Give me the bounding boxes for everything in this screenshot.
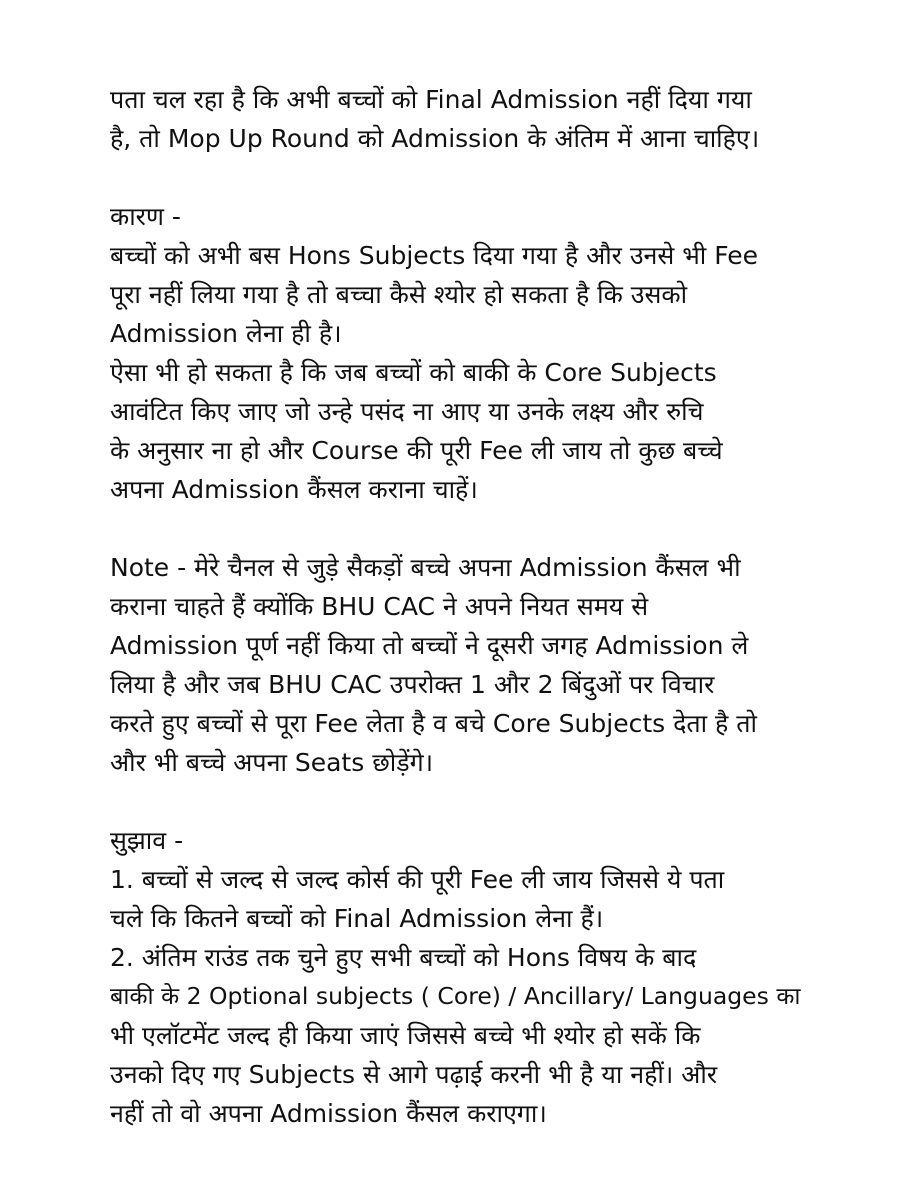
intro-paragraph xyxy=(110,80,800,158)
document-body xyxy=(110,80,800,1133)
text-line: आवंटित किए जाए जो उन्हे पसंद ना आए या उनके लक्ष्य और रुचि xyxy=(110,397,704,426)
text-line: Admission पूर्ण नहीं किया तो बच्चों ने दूसरी जगह Admission ले xyxy=(110,631,749,660)
text-line: पता चल रहा है कि अभी बच्चों को Final Admission नहीं दिया गया xyxy=(110,85,752,114)
suggestion-section xyxy=(110,821,800,1133)
suggestion-heading: सुझाव - xyxy=(110,826,184,855)
text-line: के अनुसार ना हो और Course की पूरी Fee ली जाय तो कुछ बच्चे xyxy=(110,436,723,465)
text-line: बाकी के 2 Optional subjects ( Core) / Ancillary/ Languages का xyxy=(110,982,801,1010)
text-line: करते हुए बच्चों से पूरा Fee लेता है व बचे Core Subjects देता है तो xyxy=(110,709,757,738)
reason-heading: कारण - xyxy=(110,202,181,231)
reason-section xyxy=(110,197,800,509)
text-line: चले कि कितने बच्चों को Final Admission लेना हैं। xyxy=(110,904,604,933)
text-line: और भी बच्चे अपना Seats छोड़ेंगे। xyxy=(110,748,434,777)
paragraph-spacer xyxy=(110,509,800,548)
text-line: बच्चों को अभी बस Hons Subjects दिया गया है और उनसे भी Fee xyxy=(110,241,759,270)
text-line: 1. बच्चों से जल्द से जल्द कोर्स की पूरी Fee ली जाय जिससे ये पता xyxy=(110,865,725,894)
text-line: कराना चाहते हैं क्योंकि BHU CAC ने अपने नियत समय से xyxy=(110,592,649,621)
note-section xyxy=(110,548,800,782)
text-line: है, तो Mop Up Round को Admission के अंतिम में आना चाहिए। xyxy=(110,124,760,153)
text-line: नहीं तो वो अपना Admission कैंसल कराएगा। xyxy=(110,1099,547,1128)
text-line: अपना Admission कैंसल कराना चाहें। xyxy=(110,475,478,504)
text-line: लिया है और जब BHU CAC उपरोक्त 1 और 2 बिंदुओं पर विचार xyxy=(110,670,715,699)
text-line: 2. अंतिम राउंड तक चुने हुए सभी बच्चों को Hons विषय के बाद xyxy=(110,943,697,972)
text-line: Admission लेना ही है। xyxy=(110,319,342,348)
paragraph-spacer xyxy=(110,158,800,197)
paragraph-spacer xyxy=(110,782,800,821)
text-line: ऐसा भी हो सकता है कि जब बच्चों को बाकी के Core Subjects xyxy=(110,358,717,387)
text-line: Note - मेरे चैनल से जुड़े सैकड़ों बच्चे अपना Admission कैंसल भी xyxy=(110,553,741,582)
text-line: उनको दिए गए Subjects से आगे पढ़ाई करनी भी है या नहीं। और xyxy=(110,1060,718,1089)
text-line: पूरा नहीं लिया गया है तो बच्चा कैसे श्योर हो सकता है कि उसको xyxy=(110,280,688,309)
text-line: भी एलॉटमेंट जल्द ही किया जाएं जिससे बच्चे भी श्योर हो सकें कि xyxy=(110,1021,701,1050)
